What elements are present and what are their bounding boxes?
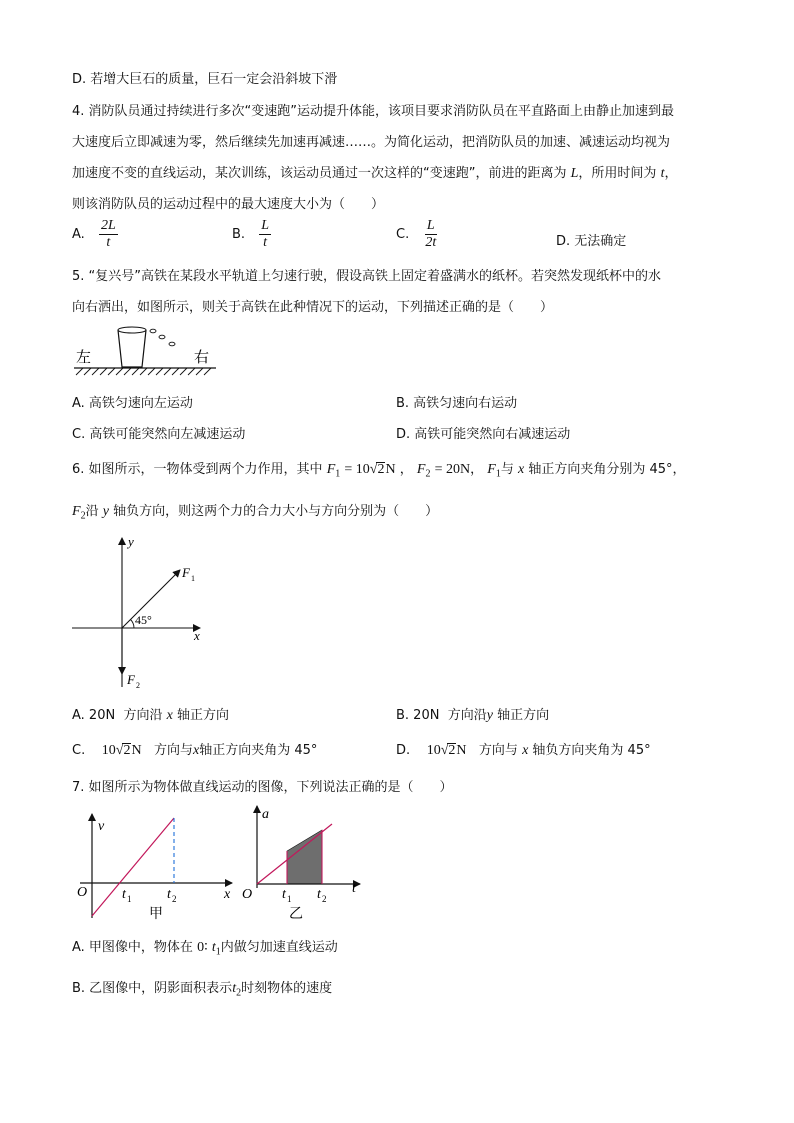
q6-var-y: y: [102, 504, 109, 519]
q6-option-c-coef: 10: [101, 743, 116, 758]
q6-f1-symbol-2: F: [487, 462, 496, 477]
q6-option-c[interactable]: C. 10√2N 方向与x轴正方向夹角为 45°: [72, 743, 318, 758]
q6-force-diagram: [72, 532, 212, 692]
q7-yi-t1: t: [282, 887, 286, 902]
q5-cup-rim: [118, 327, 146, 333]
q7-option-b[interactable]: [72, 977, 332, 999]
q4-stem-line-2: 大速度后立即减速为零，然后继续先加速再减速……。为简化运动，把消防队员的加速、减速运动均视为: [72, 135, 671, 150]
q6-option-a-text-b: 方向沿: [123, 708, 163, 723]
q7-jia-caption: 甲: [149, 907, 163, 922]
q6-comma-1: ，: [399, 462, 413, 477]
q4-option-c-numerator: L: [426, 218, 435, 233]
q6-f1-label: F: [182, 565, 190, 580]
q6-option-d-text-a: 方向与: [478, 743, 518, 758]
q4-option-a-label: A.: [72, 227, 85, 242]
q6-line1-text-b: ，: [470, 462, 484, 477]
q4-option-c-fraction: [423, 218, 438, 251]
q7-jia-t2: t: [167, 887, 171, 902]
q4-option-b[interactable]: [232, 218, 271, 251]
q6-option-c-unit: N: [131, 743, 142, 758]
q6-option-b-text-b: 方向沿: [447, 708, 487, 723]
q6-angle-label: 45°: [135, 613, 152, 627]
q6-option-c-var-x: x: [192, 743, 200, 758]
q4-option-c-label: C.: [396, 227, 410, 242]
q7-jia-x-label: x: [224, 887, 231, 902]
q4-option-b-fraction: [259, 218, 271, 251]
q7-option-a-range: 0∶: [197, 940, 208, 955]
q5-option-c[interactable]: C. 高铁可能突然向左减速运动: [72, 427, 246, 442]
q5-stem-line-2: 向右洒出，如图所示，则关于高铁在此种情况下的运动，下列描述正确的是（ ）: [72, 300, 554, 315]
q6-f1-radicand: 2: [377, 462, 385, 477]
q6-option-d-label: D.: [396, 743, 411, 758]
q5-cup: [118, 330, 146, 367]
q7-option-b-t-sub: 2: [236, 987, 242, 999]
q6-option-b[interactable]: [396, 704, 549, 724]
q7-option-a-text-b: 内做匀加速直线运动: [220, 940, 338, 955]
q7-option-b-text-b: 时刻物体的速度: [241, 981, 333, 996]
q6-f2-symbol-2: F: [72, 504, 81, 519]
q7-yi-shaded-area: [287, 830, 322, 884]
q6-f1-symbol: F: [326, 462, 336, 477]
q4-line3-text-c: ，: [664, 166, 678, 181]
q7-yi-caption: 乙: [289, 907, 303, 922]
q4-stem-line-4: 则该消防队员的运动过程中的最大速度大小为（ ）: [72, 197, 385, 212]
q7-stem: 7. 如图所示为物体做直线运动的图像，下列说法正确的是（ ）: [72, 780, 453, 795]
q6-option-d-text-b: 轴负方向夹角为 45°: [532, 743, 651, 758]
q6-option-d-radicand: 2: [448, 743, 456, 758]
q4-option-a-numerator: 2L: [100, 218, 116, 233]
q6-f2-value: = 20N: [434, 462, 471, 477]
q6-f1-equals: = 10: [344, 462, 370, 477]
q7-jia-line: [92, 818, 174, 916]
q5-cup-figure: [72, 322, 222, 377]
q7-graph-yi: [240, 800, 370, 922]
q7-option-a-text-a: A. 甲图像中，物体在: [72, 940, 193, 955]
q6-f1-subscript-2: 1: [495, 468, 501, 480]
q6-f2-label-sub: 2: [136, 681, 140, 690]
q5-stem-line-1: 5. “复兴号”高铁在某段水平轨道上匀速行驶，假设高铁上固定着盛满水的纸杯。若突然发现纸杯中的水: [72, 269, 662, 284]
q6-stem-line-1: 6. 如图所示，一物体受到两个力作用，其中 $F_1 = 10√2N$ ， $F_2 = 20N$， $F_1$与 x 轴正方向夹角分别为 45°，: [72, 462, 686, 480]
q7-graph-jia: [72, 808, 242, 923]
q7-jia-origin: O: [77, 885, 88, 900]
q7-yi-t1-sub: 1: [287, 894, 292, 904]
q7-jia-t1: t: [122, 887, 126, 902]
q6-line1-text-a: 6. 如图所示，一物体受到两个力作用，其中: [72, 462, 323, 477]
q4-var-L: L: [570, 166, 579, 181]
q6-option-c-radicand: 2: [123, 743, 131, 758]
q4-option-a-denominator: t: [106, 235, 111, 250]
q6-option-d-unit: N: [456, 743, 467, 758]
q6-stem-line-2: [72, 500, 438, 522]
q4-option-c[interactable]: [396, 218, 438, 251]
q6-option-b-text-c: 轴正方向: [497, 708, 550, 723]
q6-f1-subscript: 1: [335, 468, 341, 480]
q6-f2-symbol: F: [416, 462, 426, 477]
q5-water-drop-2: [159, 335, 165, 339]
q7-yi-t2-sub: 2: [322, 894, 327, 904]
q7-yi-a-label: a: [262, 807, 269, 822]
q7-option-b-t: t: [232, 981, 237, 996]
q7-option-b-text-a: B. 乙图像中，阴影面积表示: [72, 981, 233, 996]
q5-label-right: 右: [194, 350, 210, 366]
q7-yi-t2: t: [317, 887, 321, 902]
q5-track-hatching: [76, 368, 211, 375]
q7-option-a-t: t: [211, 940, 216, 955]
q4-stem-line-1: 4. 消防队员通过持续进行多次“变速跑”运动提升体能，该项目要求消防队员在平直路面上由静止加速到最: [72, 104, 675, 119]
q6-option-d-coef: 10: [426, 743, 441, 758]
q7-yi-t-label: t: [352, 881, 356, 896]
q4-option-d[interactable]: D. 无法确定: [556, 234, 627, 249]
q6-line1-text-c: 与: [500, 462, 514, 477]
q6-option-b-value: B. 20N: [396, 708, 440, 723]
q7-jia-v-label: v: [98, 819, 105, 834]
q5-option-d[interactable]: D. 高铁可能突然向右减速运动: [396, 427, 571, 442]
q7-yi-origin: O: [242, 887, 253, 902]
q4-option-c-denominator: 2t: [425, 235, 437, 250]
q6-f2-label: F: [127, 672, 135, 687]
q6-option-d[interactable]: D. 10√2N 方向与 x 轴负方向夹角为 45°: [396, 743, 651, 758]
q6-option-d-var-x: x: [522, 743, 529, 758]
q6-angle-arc: [131, 620, 135, 629]
q5-water-drop-3: [169, 342, 175, 346]
q6-f1-unit: N: [385, 462, 396, 477]
q6-f2-subscript-2: 2: [80, 510, 86, 522]
q6-line1-text-d: 轴正方向夹角分别为 45°，: [528, 462, 686, 477]
q4-option-b-numerator: L: [261, 218, 269, 233]
q5-label-left: 左: [76, 350, 92, 366]
q6-x-label: x: [194, 628, 200, 643]
q7-option-a-t-sub: 1: [215, 946, 221, 958]
q6-option-c-text-a: 方向与: [153, 743, 193, 758]
q4-option-b-label: B.: [232, 227, 246, 242]
q6-line2-text-b: 轴负方向，则这两个力的合力大小与方向分别为（ ）: [113, 504, 439, 519]
q6-option-b-var-y: y: [486, 708, 493, 723]
q4-option-a[interactable]: [72, 218, 118, 251]
q4-var-t: t: [660, 166, 665, 181]
q4-option-a-fraction: [99, 218, 118, 251]
q6-line2-text-a: 沿: [85, 504, 99, 519]
q6-option-c-text-b: 轴正方向夹角为 45°: [199, 743, 318, 758]
q4-line3-text-a: 加速度不变的直线运动，某次训练，该运动员通过一次这样的“变速跑”，前进的距离为: [72, 166, 567, 181]
q6-option-a-text-c: 轴正方向: [176, 708, 229, 723]
q6-option-c-label: C.: [72, 743, 86, 758]
q6-f2-subscript: 2: [425, 468, 431, 480]
q6-option-a-var-x: x: [166, 708, 173, 723]
q7-jia-t1-sub: 1: [127, 894, 132, 904]
q6-option-a-value: A. 20N: [72, 708, 116, 723]
q6-var-x: x: [518, 462, 525, 477]
q6-y-label: y: [128, 534, 134, 549]
q6-f1-label-sub: 1: [191, 574, 195, 583]
q7-option-a[interactable]: [72, 936, 338, 958]
q4-stem-line-3: [72, 162, 677, 182]
q6-option-a[interactable]: [72, 704, 229, 724]
q4-option-b-denominator: t: [263, 235, 268, 250]
q5-option-a[interactable]: A. 高铁匀速向左运动: [72, 396, 193, 411]
q5-water-drop-1: [150, 329, 156, 333]
q7-jia-t2-sub: 2: [172, 894, 177, 904]
q3-option-d: D. 若增大巨石的质量，巨石一定会沿斜坡下滑: [72, 72, 338, 87]
q5-option-b[interactable]: B. 高铁匀速向右运动: [396, 396, 518, 411]
q4-line3-text-b: ，所用时间为: [578, 166, 657, 181]
